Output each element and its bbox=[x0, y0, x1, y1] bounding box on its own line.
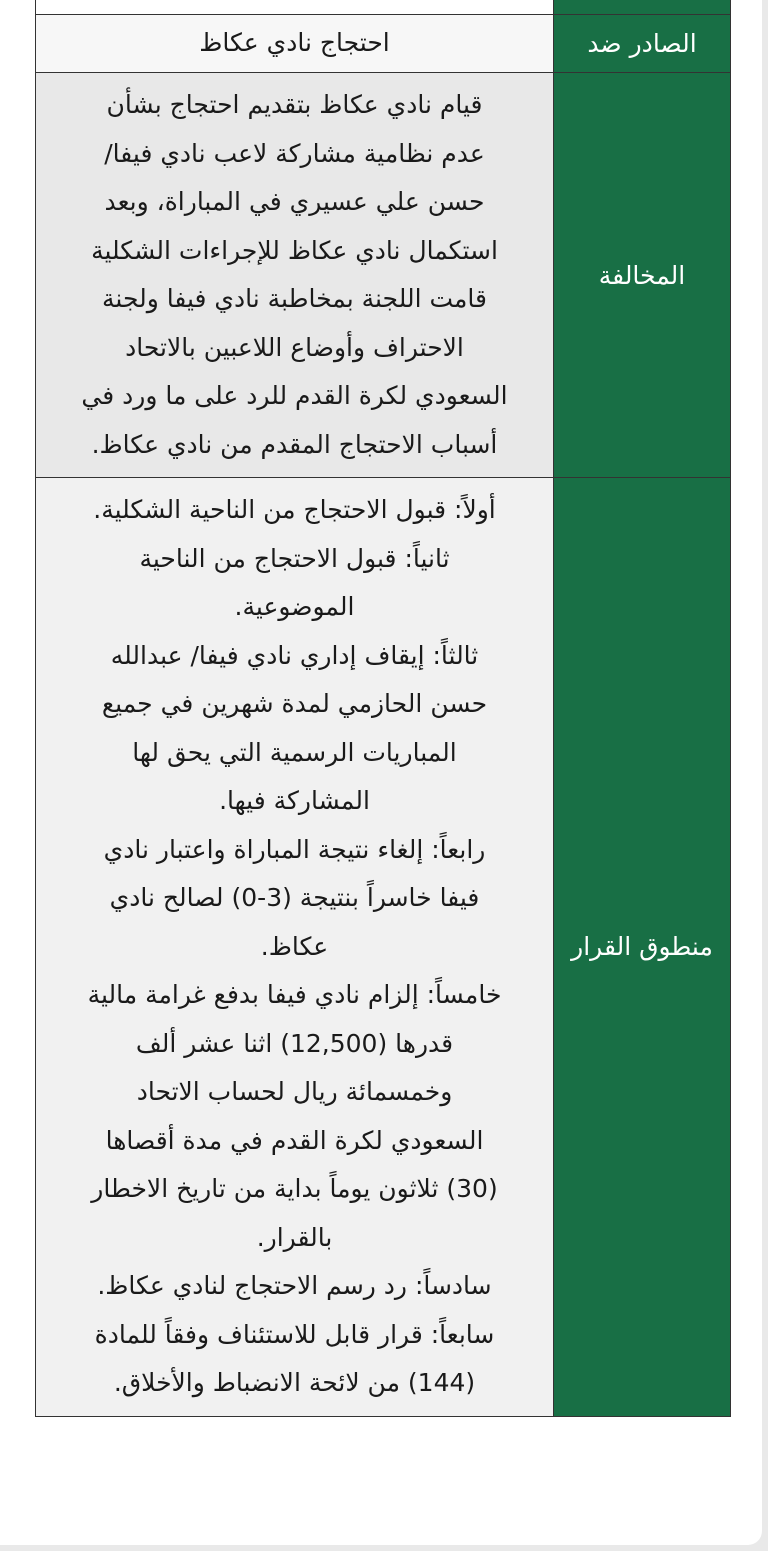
text-line: فيفا خاسراً بنتيجة (3-0) لصالح نادي bbox=[109, 883, 480, 912]
text-line: استكمال نادي عكاظ للإجراءات الشكلية bbox=[91, 235, 498, 265]
text-line: قدرها (12,500) اثنا عشر ألف bbox=[135, 1028, 454, 1058]
text-line: خامساً: إلزام نادي فيفا بدفع غرامة مالية bbox=[87, 980, 502, 1009]
table-row-decision bbox=[36, 478, 731, 1417]
row-label: الصادر ضد bbox=[554, 15, 731, 73]
text-line: وخمسمائة ريال لحساب الاتحاد bbox=[136, 1077, 453, 1106]
text-line: سابعاً: قرار قابل للاستئناف وفقاً للمادة bbox=[94, 1319, 495, 1349]
text-line: (30) ثلاثون يوماً بداية من تاريخ الاخطار bbox=[91, 1174, 498, 1203]
text-line: احتجاج نادي عكاظ bbox=[199, 28, 390, 58]
cut-header-cell bbox=[554, 0, 731, 15]
text-line: أولاً: قبول الاحتجاج من الناحية الشكلية. bbox=[93, 495, 496, 524]
text-line: ثالثاً: إيقاف إداري نادي فيفا/ عبدالله bbox=[110, 640, 479, 670]
row-value bbox=[36, 478, 554, 1417]
text-line: السعودي لكرة القدم في مدة أقصاها bbox=[105, 1125, 484, 1155]
text-line: ثانياً: قبول الاحتجاج من الناحية bbox=[139, 543, 450, 573]
text-line: حسن الحازمي لمدة شهرين في جميع bbox=[101, 689, 488, 718]
text-line: عدم نظامية مشاركة لاعب نادي فيفا/ bbox=[104, 138, 485, 168]
text-line: سادساً: رد رسم الاحتجاج لنادي عكاظ. bbox=[97, 1271, 492, 1300]
cut-body-cell bbox=[36, 0, 554, 15]
table-row-violation bbox=[36, 73, 731, 478]
text-line: بالقرار. bbox=[256, 1222, 333, 1252]
decision-table bbox=[35, 0, 731, 1417]
row-label: المخالفة bbox=[554, 73, 731, 478]
text-line: الاحتراف وأوضاع اللاعبين بالاتحاد bbox=[125, 332, 464, 362]
text-line: رابعاً: إلغاء نتيجة المباراة واعتبار نادي bbox=[103, 834, 486, 864]
text-line: أسباب الاحتجاج المقدم من نادي عكاظ. bbox=[91, 429, 498, 459]
row-value bbox=[36, 73, 554, 478]
text-line: قيام نادي عكاظ بتقديم احتجاج بشأن bbox=[106, 90, 483, 119]
row-value bbox=[36, 15, 554, 73]
text-line: حسن علي عسيري في المباراة، وبعد bbox=[104, 187, 485, 216]
text-line: المشاركة فيها. bbox=[219, 786, 370, 815]
text-line: عكاظ. bbox=[260, 931, 329, 961]
table-row-issued-against bbox=[36, 15, 731, 73]
row-label: منطوق القرار bbox=[554, 478, 731, 1417]
text-line: الموضوعية. bbox=[234, 592, 355, 621]
text-line: المباريات الرسمية التي يحق لها bbox=[132, 737, 457, 767]
text-line: السعودي لكرة القدم للرد على ما ورد في bbox=[81, 381, 508, 410]
text-line: (144) من لائحة الانضباط والأخلاق. bbox=[113, 1368, 476, 1397]
table-row-cut bbox=[36, 0, 731, 15]
text-line: قامت اللجنة بمخاطبة نادي فيفا ولجنة bbox=[102, 284, 487, 313]
